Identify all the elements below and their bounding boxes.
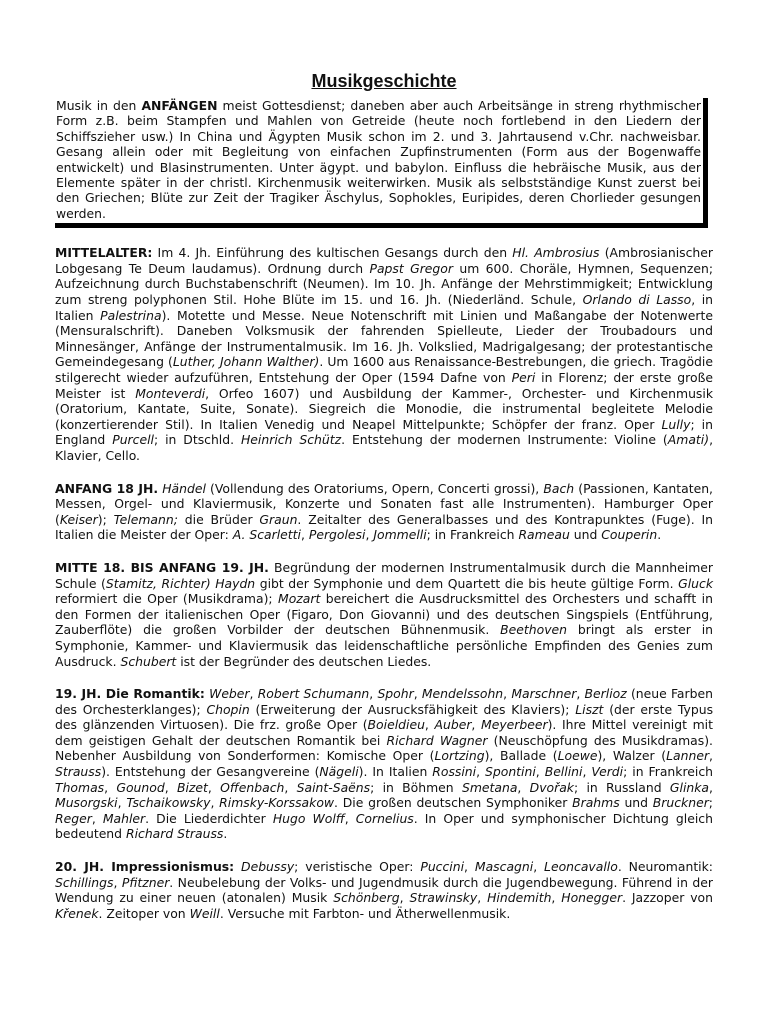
text-run: (Neuschöpfung des Musikdramas). Nebenher Ausbildung von Sonderformen: Komische Oper ( — [55, 732, 713, 764]
name-italic: Mahler — [102, 810, 146, 826]
text-run: (der erste Typus des glänzenden Virtuosen). Die frz. große Oper ( — [55, 701, 714, 733]
intro-heading: ANFÄNGEN — [141, 98, 218, 113]
name-italic: Cornelius — [355, 810, 414, 826]
intro-body: meist Gottesdienst; daneben aber auch Arbeitsänge in streng rhythmischer Form z.B. beim Stampfen und Mahlen von Getreide (heute noch fortlebend in den Liedern der Schiffszieher usw.) In China und Ägypten Musik schon im 2. und 3. Jahrtausend v.Chr. nachweisbar. Gesang allein oder mit Begleitung von einfachen Zupfinstrumenten (Form aus der Bogenwaffe entwickelt) und Blasinstrumenten. Unter ägypt. und babylon. Einfluss die hebräische Musik, aus der Elemente später in der christl. Kirchenmusik weiterwirken. Musik als selbstständige Kunst zuerst bei den Griechen; Blüte zur Zeit der Tragiker Äschylus, Sophokles, Euripides, deren Chorlieder gesungen werden. — [56, 98, 701, 221]
name-italic: Tschaikowsky — [126, 795, 211, 811]
name-italic: Reger — [55, 810, 92, 826]
name-italic: Peri — [511, 370, 536, 385]
name-italic: Weber — [209, 686, 250, 702]
text-run: . Zeitoper von — [98, 905, 190, 921]
name-italic: Meyerbeer — [481, 717, 548, 733]
text-run: (Vollendung des Oratoriums, Opern, Concerti grossi), — [205, 480, 544, 496]
name-italic: Palestrina — [100, 307, 162, 323]
name-italic: Bizet — [176, 779, 208, 795]
text-run: , — [113, 874, 122, 890]
section-heading: ANFANG 18 JH. — [55, 480, 159, 496]
text-run: , Klavier, Cello. — [55, 432, 714, 463]
text-run: bereichert die Ausdrucksmittel des Orchesters und schafft in den Formen der italienischen Oper (Figaro, Don Giovanni) und des deutschen Singspiels (Entführung, Zauberflöte) die großen Vorbilder der deutschen Bühnenmusik. — [55, 591, 713, 638]
name-italic: Leoncavallo — [544, 859, 618, 875]
text-run: (Erweiterung der Ausrucksfähigkeit des Klaviers); — [249, 701, 576, 717]
text-run: ). Motette und Messe. Neue Notenschrift mit Linien und Maßangabe der Notenwerte (Mensuralschrift). Daneben Volksmusik der fahrenden Spielleute, Lieder der Troubadours und Minnesänger, Anfänge der Instrumentalmusik. Im 16. Jh. Volkslied, Madrigalgesang; der protestantische Gemeindegesang ( — [55, 307, 713, 370]
text-run: , — [709, 779, 713, 795]
text-run: reformiert die Oper (Musikdrama); — [55, 591, 279, 607]
text-run: ), Ballade ( — [484, 748, 558, 764]
name-italic: Weill — [189, 905, 220, 921]
sections-container — [55, 245, 713, 921]
name-italic: Hl. Ambrosius — [512, 245, 600, 261]
section-mittelalter — [55, 245, 713, 463]
text-run: , — [551, 890, 562, 906]
name-italic: Auber — [434, 717, 472, 733]
name-italic: Rameau — [518, 527, 570, 543]
text-run: . Neubelebung der Volks- und Jugendmusik durch die Jugendbewegung. Führend in der Wendung zu einer neuen (atonalen) Musik — [55, 874, 713, 906]
name-italic: Mascagni — [474, 859, 534, 875]
text-run: , — [424, 717, 435, 733]
text-run: , — [471, 717, 481, 733]
name-italic: Honegger — [561, 890, 623, 906]
name-italic: Lanner — [666, 748, 710, 764]
text-run: ); — [97, 511, 114, 527]
text-run: . In Oper und symphonischer Dichtung gleich bedeutend — [55, 810, 713, 842]
text-run: ; in Frankreich — [623, 764, 713, 780]
text-run: , — [413, 686, 422, 702]
text-run: ; in Frankreich — [426, 527, 519, 543]
document-page — [55, 70, 713, 921]
text-run: ). Entstehung der Gesangvereine ( — [101, 764, 320, 780]
text-run: , Orfeo 1607) und Ausbildung der Kammer-, Orchester- und Kirchenmusik (Oratorium, Kantate, Suite, Sonate). Siegreich die Monodie, die instrumental begleitete Melodie (konzertierender Stil). In Italien Venedig und Neapel Mittelpunkte; Schöpfer der franz. Oper — [55, 385, 714, 432]
name-italic: Mozart — [278, 591, 321, 607]
text-run: ), Walzer ( — [597, 748, 667, 764]
section-romantik — [55, 686, 713, 842]
name-italic: Puccini — [420, 859, 465, 875]
text-run: . Neuromantik: — [617, 859, 713, 875]
name-italic: Debussy — [241, 859, 295, 875]
name-italic: Saint-Saëns — [296, 779, 371, 795]
text-run: . Zeitalter des Generalbasses und des Kontrapunktes (Fuge). In Italien die Meister der Oper: — [55, 511, 713, 543]
section-heading: 19. JH. Die Romantik: — [55, 686, 205, 702]
text-run: Begründung der modernen Instrumentalmusik durch die Mannheimer Schule ( — [55, 559, 714, 591]
text-run: ; in Dtschld. — [153, 432, 241, 448]
section-heading: MITTELALTER: — [55, 245, 153, 261]
name-italic: Monteverdi — [135, 385, 206, 401]
text-run: , — [210, 795, 220, 811]
text-run: ist der Begründer des deutschen Liedes. — [176, 653, 432, 669]
text-run: , — [464, 859, 475, 875]
name-italic: Marschner — [511, 686, 577, 702]
name-italic: Nägeli — [319, 764, 359, 780]
text-run: , — [369, 686, 378, 702]
text-run: , — [399, 890, 410, 906]
section-heading: MITTE 18. BIS ANFANG 19. JH. — [55, 559, 269, 575]
name-italic: Bach — [543, 480, 575, 496]
text-run: , — [709, 748, 713, 764]
text-run: gibt der Symphonie und dem Quartett die bis heute gültige Form. — [255, 575, 679, 591]
text-run: . Die Liederdichter — [145, 810, 273, 826]
name-italic: Mendelssohn — [421, 686, 504, 702]
name-italic: Hindemith — [487, 890, 552, 906]
name-italic: Bruckner — [652, 795, 709, 811]
section-mitte-18-bis-anfang-19-jh — [55, 560, 713, 669]
name-italic: Heinrich Schütz — [240, 432, 342, 448]
text-run: , — [284, 779, 297, 795]
name-italic: Papst Gregor — [369, 260, 453, 276]
name-italic: Spohr — [377, 686, 414, 702]
name-italic: Rossini — [432, 764, 477, 780]
name-italic: Luther, Johann Walther) — [172, 354, 320, 370]
name-italic: Amati) — [667, 432, 710, 448]
name-italic: Berlioz — [584, 686, 627, 702]
text-run: . Entstehung der modernen Instrumente: Violine ( — [341, 432, 668, 448]
section-heading: 20. JH. Impressionismus: — [55, 859, 235, 875]
name-italic: Loewe — [557, 748, 598, 764]
text-run: (Passionen, Kantaten, Messen, Orgel- und Klaviermusik, Konzerte und Sonaten fast alle Instrumenten). Hamburger Oper ( — [55, 480, 713, 527]
text-run: ; veristische Oper: — [294, 859, 421, 875]
text-run: (neue Farben des Orchesterklanges); — [55, 686, 713, 717]
text-run: , — [344, 810, 356, 826]
section-impressionismus — [55, 859, 713, 921]
text-run: (Ambrosianischer Lobgesang Te Deum laudamus). Ordnung durch — [55, 245, 713, 276]
text-run: und — [569, 527, 602, 543]
name-italic: Strauss — [55, 764, 102, 780]
name-italic: Boieldieu — [367, 717, 425, 733]
text-run: , — [533, 859, 545, 875]
name-italic: Musorgski — [55, 795, 118, 811]
text-run: , — [300, 527, 309, 543]
text-run: , — [91, 810, 103, 826]
name-italic: Glinka — [669, 779, 710, 795]
name-italic: Rimsky-Korssakow — [219, 795, 335, 811]
text-run: ). In Italien — [358, 764, 433, 780]
name-italic: Offenbach — [220, 779, 285, 795]
name-italic: Graun — [259, 511, 298, 527]
name-italic: Schönberg — [333, 890, 400, 906]
text-run: in Florenz; der erste große Meister ist — [55, 370, 713, 401]
name-italic: Stamitz, Richter) Haydn — [105, 575, 256, 591]
text-run: . Versuche mit Farbton- und Ätherwellenmusik. — [219, 905, 511, 921]
text-run: , in Italien — [55, 292, 713, 323]
name-italic: Pergolesi — [308, 527, 366, 543]
intro-box — [55, 98, 708, 228]
text-run: , — [104, 779, 117, 795]
name-italic: Spontini — [485, 764, 536, 780]
text-run: . — [657, 527, 662, 543]
text-run: Im 4. Jh. Einführung des kultischen Gesangs durch den — [152, 245, 513, 261]
text-run — [234, 859, 241, 874]
name-italic: Richard Strauss — [125, 826, 224, 842]
name-italic: Chopin — [206, 701, 250, 717]
text-run: , — [476, 764, 486, 780]
intro-lead: Musik in den — [56, 98, 142, 113]
name-italic: Schillings — [55, 874, 114, 890]
text-run: , — [576, 686, 585, 702]
name-italic: Lully — [661, 416, 691, 432]
text-run: . Die großen deutschen Symphoniker — [334, 795, 573, 811]
name-italic: Hugo Wolff — [272, 810, 345, 826]
name-italic: Gounod — [116, 779, 165, 795]
intro-paragraph — [56, 98, 701, 221]
page-title: Musikgeschichte — [311, 71, 457, 91]
name-italic: Händel — [162, 480, 206, 496]
name-italic: A. Scarletti — [232, 527, 301, 543]
text-run: , — [477, 890, 488, 906]
name-italic: Verdi — [591, 764, 624, 780]
text-run: ; in England — [55, 416, 713, 448]
text-run: , — [535, 764, 545, 780]
text-run: ; in Russland — [573, 779, 670, 795]
name-italic: Brahms — [572, 795, 620, 811]
name-italic: Schubert — [120, 653, 177, 669]
name-italic: Telemann; — [113, 511, 178, 527]
text-run: , — [365, 527, 374, 543]
text-run: . — [223, 826, 228, 842]
name-italic: Gluck — [678, 575, 713, 591]
text-run: und — [619, 795, 653, 811]
text-run: , — [582, 764, 592, 780]
name-italic: Bellini — [544, 764, 583, 780]
name-italic: Purcell — [112, 432, 154, 448]
name-italic: Strawinsky — [409, 890, 478, 906]
name-italic: Lortzing — [434, 748, 485, 764]
text-run: . Jazzoper von — [622, 890, 713, 906]
name-italic: Jommelli — [373, 527, 427, 543]
name-italic: Couperin — [601, 527, 658, 543]
name-italic: Beethoven — [500, 622, 568, 638]
text-run: ). Ihre Mittel vereinigt mit dem geistigen Gehalt der deutschen Romantik bei — [55, 717, 713, 748]
text-run: die Brüder — [177, 511, 260, 527]
name-italic: Dvořak — [529, 779, 574, 795]
name-italic: Keiser — [59, 511, 98, 527]
text-run: , — [207, 779, 221, 795]
text-run: , — [117, 795, 127, 811]
text-run: bringt als erster in Symphonie, Kammer- und Klaviermusik das leidenschaftliche persönliche Empfinden des Genies zum Ausdruck. — [55, 622, 713, 669]
name-italic: Smetana — [461, 779, 518, 795]
text-run: um 600. Choräle, Hymnen, Sequenzen; Aufzeichnung durch Buchstabenschrift (Neumen). Im 10. Jh. Anfänge der Mehrstimmigkeit; Entwicklung zum streng polyphonen Stil. Hohe Blüte im 15. und 16. Jh. (Niederländ. Schule, — [55, 260, 714, 308]
name-italic: Orlando di Lasso — [582, 292, 692, 308]
name-italic: Robert Schumann — [257, 686, 370, 702]
text-run: , — [249, 686, 258, 702]
text-run: , — [517, 779, 530, 795]
text-run: ; — [708, 795, 713, 811]
name-italic: Pfitzner — [121, 874, 170, 890]
name-italic: Křenek — [55, 905, 99, 921]
text-run: , — [164, 779, 177, 795]
text-run: , — [503, 686, 512, 702]
name-italic: Thomas — [55, 779, 105, 795]
name-italic: Liszt — [575, 701, 604, 717]
text-run: ; in Böhmen — [370, 779, 462, 795]
name-italic: Richard Wagner — [386, 732, 488, 748]
section-anfang-18-jh — [55, 481, 713, 543]
text-run: . Um 1600 aus Renaissance-Bestrebungen, die griech. Tragödie stilgerecht wieder aufzuführen, Entstehung der Oper (1594 Dafne von — [55, 354, 713, 385]
